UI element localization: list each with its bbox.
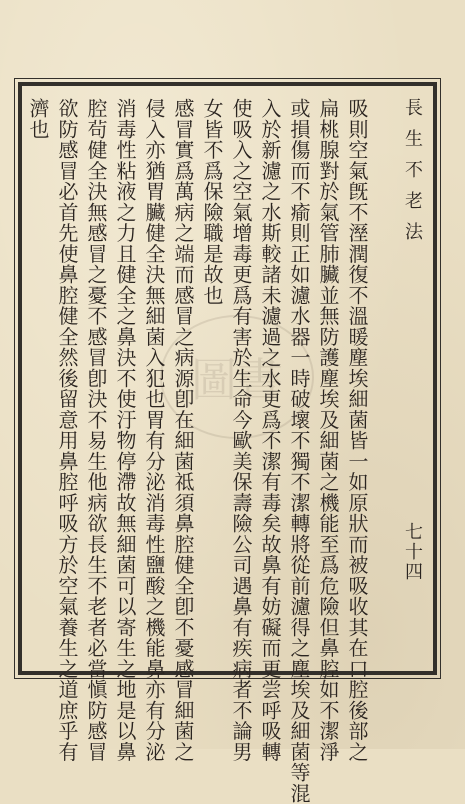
text-column: 扁桃腺對於氣管肺臟並無防護塵埃及細菌之機能至爲危險但鼻腔如不潔淨 (316, 98, 340, 762)
running-header (399, 98, 425, 253)
text-column: 吸則空氣旣不溼潤復不溫暖塵埃細菌皆一如原狀而被吸收其在口腔後部之 (345, 98, 369, 762)
page-number: 七十四 (402, 522, 423, 582)
text-column: 侵入亦猶胃臟健全決無細菌入犯也胃有分泌消毒性鹽酸之機能鼻亦有分泌 (142, 98, 166, 762)
text-column: 濟也 (26, 98, 50, 140)
text-column: 腔茍健全決無感冒之憂不感冒卽決不易生他病欲長生不老者必當愼防感冒 (84, 98, 108, 762)
text-column: 入於新濾之水斯較諸未濾過之水更爲不潔有毒矣故鼻有妨礙而更尝呼吸轉 (258, 98, 282, 762)
body-text (20, 98, 370, 804)
text-column: 感冒實爲萬病之端而感冒之病源卽在細菌祗須鼻腔健全卽不憂感冒細菌之 (171, 98, 195, 762)
text-column: 使吸入之空氣增毒更爲有害於生命今歐美保壽險公司遇鼻有疾病者不論男 (229, 98, 253, 762)
book-title: 長生不老法 (402, 98, 423, 253)
text-column: 消毒性粘液之力且健全之鼻決不使汙物停滯故無細菌可以寄生之地是以鼻 (113, 98, 137, 762)
text-column: 欲防感冒必首先使鼻腔健全然後留意用鼻腔呼吸方於空氣養生之道庶乎有 (55, 98, 79, 762)
text-column: 或損傷而不瘉則正如濾水器一時破壞不獨不潔轉將從前濾得之塵埃及細菌等混 (287, 98, 311, 804)
text-column: 女皆不爲保險職是故也 (200, 98, 224, 306)
watermark-text: 圖書 (191, 353, 283, 407)
